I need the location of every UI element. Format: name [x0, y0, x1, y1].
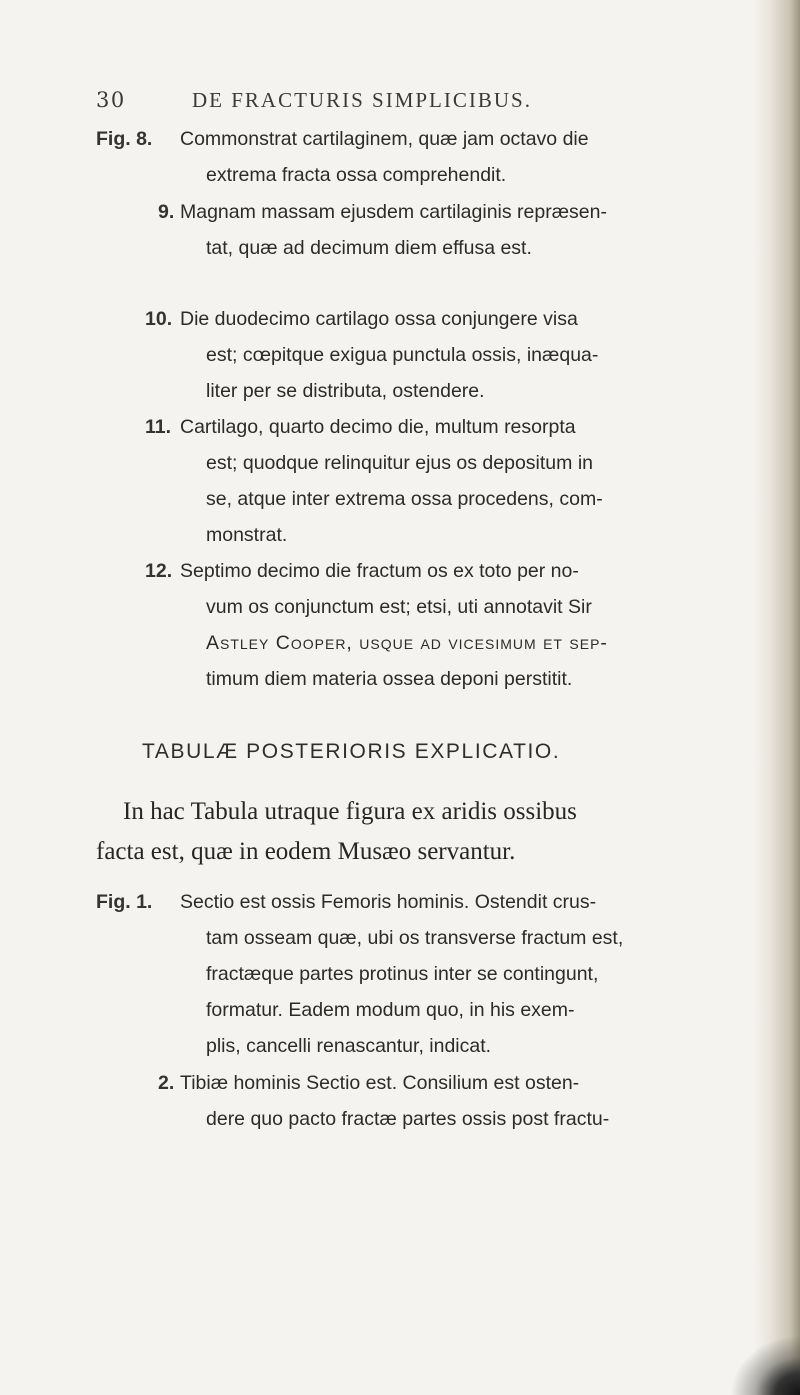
text-line: extrema fracta ossa comprehendit. — [206, 164, 507, 186]
text-line: Astley Cooper, usque ad vicesimum et sep- — [206, 632, 608, 654]
figure-text — [180, 301, 684, 409]
text-line: Magnam massam ejusdem cartilaginis repræsen- — [180, 201, 607, 223]
text-line: dere quo pacto fractæ partes ossis post fractu- — [206, 1108, 610, 1130]
figure-label: 12. — [145, 560, 173, 582]
page-corner-shadow — [730, 1335, 800, 1395]
page-binding-edge — [754, 0, 800, 1395]
text-line: Commonstrat cartilaginem, quæ jam octavo die — [180, 128, 589, 150]
intro-line: facta est, quæ in eodem Musæo servantur. — [96, 838, 516, 865]
text-line: tat, quæ ad decimum diem effusa est. — [206, 237, 532, 259]
figure-label: Fig. 8. — [96, 128, 153, 150]
figure-text — [180, 884, 684, 1064]
figure-label: 2. — [158, 1072, 175, 1094]
text-line: Sectio est ossis Femoris hominis. Ostendit crus- — [180, 891, 597, 913]
text-line: est; cœpitque exigua punctula ossis, inæqua- — [206, 344, 599, 366]
text-line: tam osseam quæ, ubi os transverse fractum est, — [206, 927, 624, 949]
text-line: timum diem materia ossea deponi perstitit. — [206, 668, 573, 690]
figure-label: 9. — [158, 201, 175, 223]
text-line: fractæque partes protinus inter se contingunt, — [206, 963, 599, 985]
figure-text — [180, 121, 684, 193]
text-line: Tibiæ hominis Sectio est. Consilium est osten- — [180, 1072, 580, 1094]
text-line: plis, cancelli renascantur, indicat. — [206, 1035, 492, 1057]
running-title: DE FRACTURIS SIMPLICIBUS. — [192, 88, 532, 112]
text-line: monstrat. — [206, 524, 288, 546]
section-intro — [96, 792, 696, 872]
figure-text — [180, 553, 684, 697]
text-line: est; quodque relinquitur ejus os depositum in — [206, 452, 593, 474]
figure-label: 10. — [145, 308, 173, 330]
figure-text — [180, 194, 684, 266]
figure-text — [180, 409, 684, 553]
text-line: se, atque inter extrema ossa procedens, com- — [206, 488, 603, 510]
text-line: vum os conjunctum est; etsi, uti annotavit Sir — [206, 596, 592, 618]
figure-text — [180, 1065, 684, 1137]
figure-label: Fig. 1. — [96, 891, 153, 913]
text-line: Septimo decimo die fractum os ex toto per no- — [180, 560, 579, 582]
text-line: liter per se distributa, ostendere. — [206, 380, 485, 402]
intro-line: In hac Tabula utraque figura ex aridis ossibus — [123, 798, 577, 825]
text-line: Die duodecimo cartilago ossa conjungere visa — [180, 308, 578, 330]
text-line: formatur. Eadem modum quo, in his exem- — [206, 999, 575, 1021]
page-number: 30 — [96, 88, 126, 112]
figure-label: 11. — [145, 416, 172, 438]
text-line: Cartilago, quarto decimo die, multum resorpta — [180, 416, 576, 438]
section-heading: TABULÆ POSTERIORIS EXPLICATIO. — [142, 740, 561, 763]
